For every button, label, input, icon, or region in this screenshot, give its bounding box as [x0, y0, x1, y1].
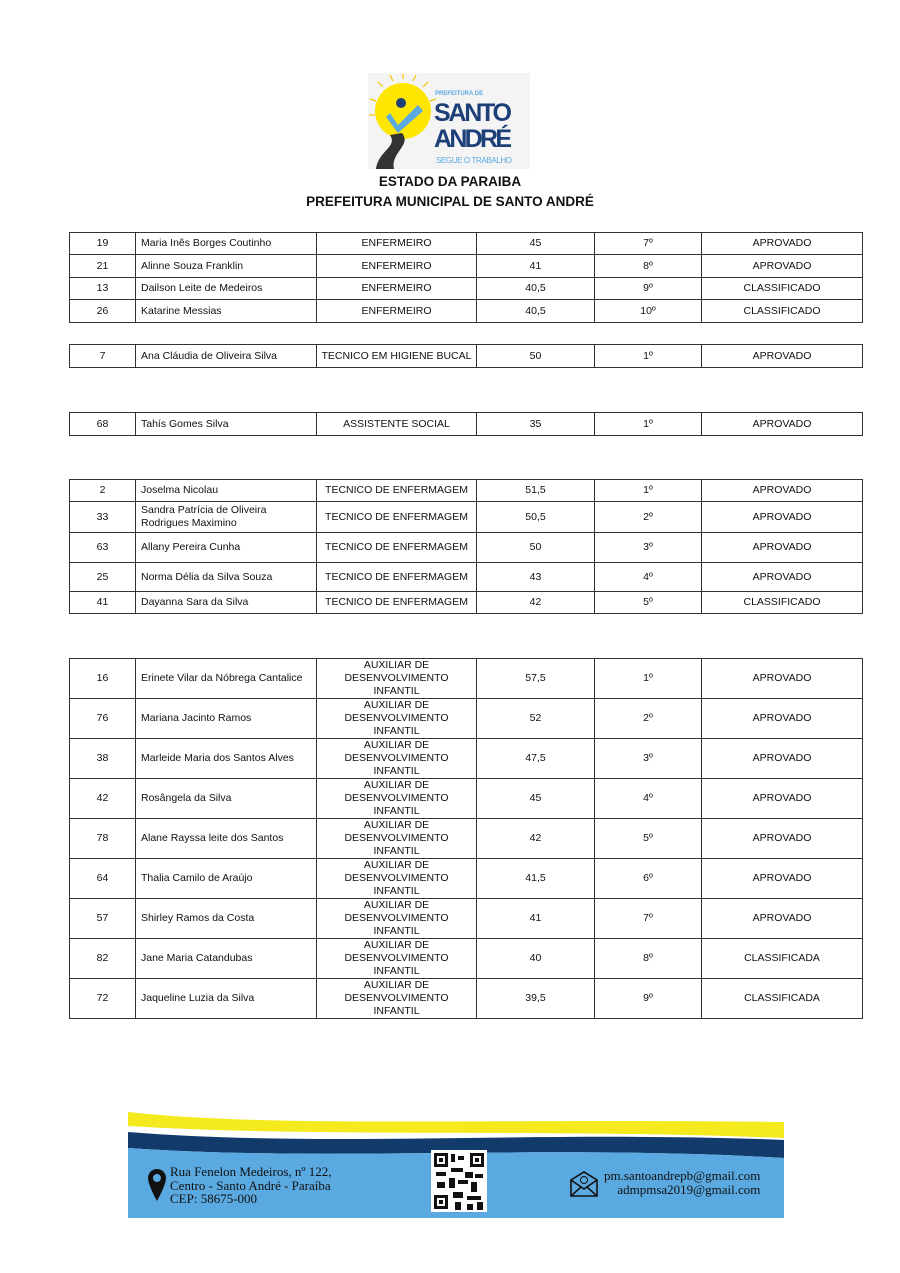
- candidate-name-cell: Ana Cláudia de Oliveira Silva: [136, 345, 317, 368]
- position-cell: TECNICO DE ENFERMAGEM: [317, 563, 477, 592]
- candidate-name-cell: Joselma Nicolau: [136, 480, 317, 502]
- candidate-number-cell: 13: [70, 278, 136, 300]
- score-cell: 50: [477, 345, 595, 368]
- table-row: [70, 699, 863, 739]
- score-cell: 42: [477, 592, 595, 614]
- score-cell: 41: [477, 899, 595, 939]
- table-row: [70, 563, 863, 592]
- position-cell: AUXILIAR DE DESENVOLVIMENTO INFANTIL: [317, 979, 477, 1019]
- address-line: Rua Fenelon Medeiros, nº 122,: [170, 1164, 332, 1179]
- score-cell: 35: [477, 413, 595, 436]
- candidate-name-cell: Allany Pereira Cunha: [136, 533, 317, 563]
- score-cell: 52: [477, 699, 595, 739]
- candidate-number-cell: 82: [70, 939, 136, 979]
- position-cell: AUXILIAR DE DESENVOLVIMENTO INFANTIL: [317, 819, 477, 859]
- table-row: [70, 592, 863, 614]
- location-pin-icon: [147, 1168, 167, 1202]
- candidate-number-cell: 21: [70, 255, 136, 278]
- rank-cell: 3º: [595, 533, 702, 563]
- candidate-number-cell: 33: [70, 502, 136, 533]
- table-row: [70, 779, 863, 819]
- address-line: Centro - Santo André - Paraíba: [170, 1177, 331, 1193]
- score-cell: 39,5: [477, 979, 595, 1019]
- position-cell: TECNICO DE ENFERMAGEM: [317, 502, 477, 533]
- table-row: [70, 533, 863, 563]
- table-row: [70, 278, 863, 300]
- svg-text:PREFEITURA DE: PREFEITURA DE: [435, 91, 484, 97]
- position-cell: TECNICO DE ENFERMAGEM: [317, 480, 477, 502]
- status-cell: APROVADO: [702, 659, 863, 699]
- score-cell: 57,5: [477, 659, 595, 699]
- position-cell: AUXILIAR DE DESENVOLVIMENTO INFANTIL: [317, 739, 477, 779]
- candidate-name-cell: Alinne Souza Franklin: [136, 255, 317, 278]
- address: [170, 1165, 331, 1206]
- status-cell: CLASSIFICADA: [702, 939, 863, 979]
- candidate-name-cell: Shirley Ramos da Costa: [136, 899, 317, 939]
- position-cell: ASSISTENTE SOCIAL: [317, 413, 477, 436]
- status-cell: CLASSIFICADO: [702, 300, 863, 323]
- table-row: [70, 300, 863, 323]
- rank-cell: 7º: [595, 899, 702, 939]
- rank-cell: 9º: [595, 979, 702, 1019]
- status-cell: APROVADO: [702, 819, 863, 859]
- score-cell: 40,5: [477, 300, 595, 323]
- status-cell: APROVADO: [702, 899, 863, 939]
- candidate-number-cell: 76: [70, 699, 136, 739]
- rank-cell: 5º: [595, 819, 702, 859]
- candidate-number-cell: 57: [70, 899, 136, 939]
- status-cell: APROVADO: [702, 699, 863, 739]
- score-cell: 50,5: [477, 502, 595, 533]
- status-cell: APROVADO: [702, 413, 863, 436]
- candidate-number-cell: 7: [70, 345, 136, 368]
- table-row: [70, 899, 863, 939]
- rank-cell: 9º: [595, 278, 702, 300]
- candidate-number-cell: 25: [70, 563, 136, 592]
- table-row: [70, 502, 863, 533]
- rank-cell: 1º: [595, 345, 702, 368]
- status-cell: CLASSIFICADO: [702, 278, 863, 300]
- svg-text:SANTO: SANTO: [434, 99, 512, 127]
- table-row: [70, 480, 863, 502]
- candidate-number-cell: 2: [70, 480, 136, 502]
- status-cell: APROVADO: [702, 345, 863, 368]
- candidate-name-cell: Alane Rayssa leite dos Santos: [136, 819, 317, 859]
- status-cell: APROVADO: [702, 563, 863, 592]
- candidate-name-cell: Thalia Camilo de Araújo: [136, 859, 317, 899]
- candidate-number-cell: 42: [70, 779, 136, 819]
- rank-cell: 1º: [595, 413, 702, 436]
- email-address: pm.santoandrepb@gmail.com: [604, 1168, 761, 1183]
- status-cell: APROVADO: [702, 859, 863, 899]
- score-cell: 45: [477, 233, 595, 255]
- position-cell: TECNICO DE ENFERMAGEM: [317, 533, 477, 563]
- svg-text:SEGUE O TRABALHO: SEGUE O TRABALHO: [436, 156, 512, 165]
- position-cell: TECNICO EM HIGIENE BUCAL: [317, 345, 477, 368]
- position-cell: ENFERMEIRO: [317, 233, 477, 255]
- score-cell: 50: [477, 533, 595, 563]
- position-cell: ENFERMEIRO: [317, 278, 477, 300]
- candidate-number-cell: 16: [70, 659, 136, 699]
- rank-cell: 4º: [595, 563, 702, 592]
- rank-cell: 8º: [595, 939, 702, 979]
- score-cell: 41: [477, 255, 595, 278]
- rank-cell: 1º: [595, 659, 702, 699]
- candidate-name-cell: Jane Maria Catandubas: [136, 939, 317, 979]
- candidate-name-cell: Mariana Jacinto Ramos: [136, 699, 317, 739]
- table-row: [70, 739, 863, 779]
- position-cell: AUXILIAR DE DESENVOLVIMENTO INFANTIL: [317, 939, 477, 979]
- score-cell: 45: [477, 779, 595, 819]
- candidate-number-cell: 78: [70, 819, 136, 859]
- position-cell: ENFERMEIRO: [317, 255, 477, 278]
- table-row: [70, 345, 863, 368]
- candidate-name-cell: Katarine Messias: [136, 300, 317, 323]
- table-row: [70, 819, 863, 859]
- table-row: [70, 233, 863, 255]
- table-row: [70, 255, 863, 278]
- candidate-name-cell: Norma Délia da Silva Souza: [136, 563, 317, 592]
- candidate-name-cell: Sandra Patrícia de Oliveira Rodrigues Maximino: [136, 502, 317, 533]
- table-row: [70, 979, 863, 1019]
- score-cell: 40,5: [477, 278, 595, 300]
- svg-text:ANDRÉ: ANDRÉ: [434, 125, 512, 153]
- candidate-name-cell: Maria Inês Borges Coutinho: [136, 233, 317, 255]
- table-row: [70, 939, 863, 979]
- score-cell: 42: [477, 819, 595, 859]
- position-cell: AUXILIAR DE DESENVOLVIMENTO INFANTIL: [317, 779, 477, 819]
- santo-andre-logo: [368, 73, 530, 169]
- rank-cell: 5º: [595, 592, 702, 614]
- rank-cell: 2º: [595, 502, 702, 533]
- status-cell: APROVADO: [702, 779, 863, 819]
- candidate-name-cell: Dailson Leite de Medeiros: [136, 278, 317, 300]
- table-row: [70, 659, 863, 699]
- position-cell: ENFERMEIRO: [317, 300, 477, 323]
- candidate-number-cell: 68: [70, 413, 136, 436]
- rank-cell: 6º: [595, 859, 702, 899]
- status-cell: APROVADO: [702, 533, 863, 563]
- qr-code: [431, 1150, 487, 1212]
- score-cell: 51,5: [477, 480, 595, 502]
- score-cell: 43: [477, 563, 595, 592]
- status-cell: CLASSIFICADA: [702, 979, 863, 1019]
- status-cell: APROVADO: [702, 502, 863, 533]
- score-cell: 47,5: [477, 739, 595, 779]
- candidate-number-cell: 41: [70, 592, 136, 614]
- rank-cell: 3º: [595, 739, 702, 779]
- candidate-name-cell: Marleide Maria dos Santos Alves: [136, 739, 317, 779]
- status-cell: APROVADO: [702, 480, 863, 502]
- address-line: CEP: 58675-000: [170, 1191, 258, 1206]
- position-cell: AUXILIAR DE DESENVOLVIMENTO INFANTIL: [317, 859, 477, 899]
- candidate-number-cell: 38: [70, 739, 136, 779]
- candidate-number-cell: 26: [70, 300, 136, 323]
- status-cell: APROVADO: [702, 255, 863, 278]
- candidate-number-cell: 64: [70, 859, 136, 899]
- position-cell: AUXILIAR DE DESENVOLVIMENTO INFANTIL: [317, 659, 477, 699]
- candidate-name-cell: Erinete Vilar da Nóbrega Cantalice: [136, 659, 317, 699]
- results-table: [69, 412, 863, 436]
- candidate-number-cell: 19: [70, 233, 136, 255]
- candidate-name-cell: Rosângela da Silva: [136, 779, 317, 819]
- status-cell: APROVADO: [702, 739, 863, 779]
- state-heading: ESTADO DA PARAIBA: [378, 174, 522, 189]
- results-table: [69, 344, 863, 368]
- candidate-name-cell: Jaqueline Luzia da Silva: [136, 979, 317, 1019]
- position-cell: AUXILIAR DE DESENVOLVIMENTO INFANTIL: [317, 699, 477, 739]
- rank-cell: 4º: [595, 779, 702, 819]
- position-cell: AUXILIAR DE DESENVOLVIMENTO INFANTIL: [317, 899, 477, 939]
- status-cell: CLASSIFICADO: [702, 592, 863, 614]
- position-cell: TECNICO DE ENFERMAGEM: [317, 592, 477, 614]
- rank-cell: 8º: [595, 255, 702, 278]
- envelope-icon: [569, 1171, 599, 1197]
- table-row: [70, 413, 863, 436]
- results-table: [69, 479, 863, 614]
- score-cell: 40: [477, 939, 595, 979]
- candidate-name-cell: Tahís Gomes Silva: [136, 413, 317, 436]
- candidate-number-cell: 63: [70, 533, 136, 563]
- table-row: [70, 859, 863, 899]
- contact-emails: [604, 1169, 760, 1197]
- score-cell: 41,5: [477, 859, 595, 899]
- results-table: [69, 658, 863, 1019]
- candidate-number-cell: 72: [70, 979, 136, 1019]
- city-hall-heading: PREFEITURA MUNICIPAL DE SANTO ANDRÉ: [306, 194, 594, 209]
- email-address: admpmsa2019@gmail.com: [617, 1182, 761, 1197]
- rank-cell: 10º: [595, 300, 702, 323]
- results-table: [69, 232, 863, 323]
- rank-cell: 2º: [595, 699, 702, 739]
- status-cell: APROVADO: [702, 233, 863, 255]
- rank-cell: 7º: [595, 233, 702, 255]
- rank-cell: 1º: [595, 480, 702, 502]
- candidate-name-cell: Dayanna Sara da Silva: [136, 592, 317, 614]
